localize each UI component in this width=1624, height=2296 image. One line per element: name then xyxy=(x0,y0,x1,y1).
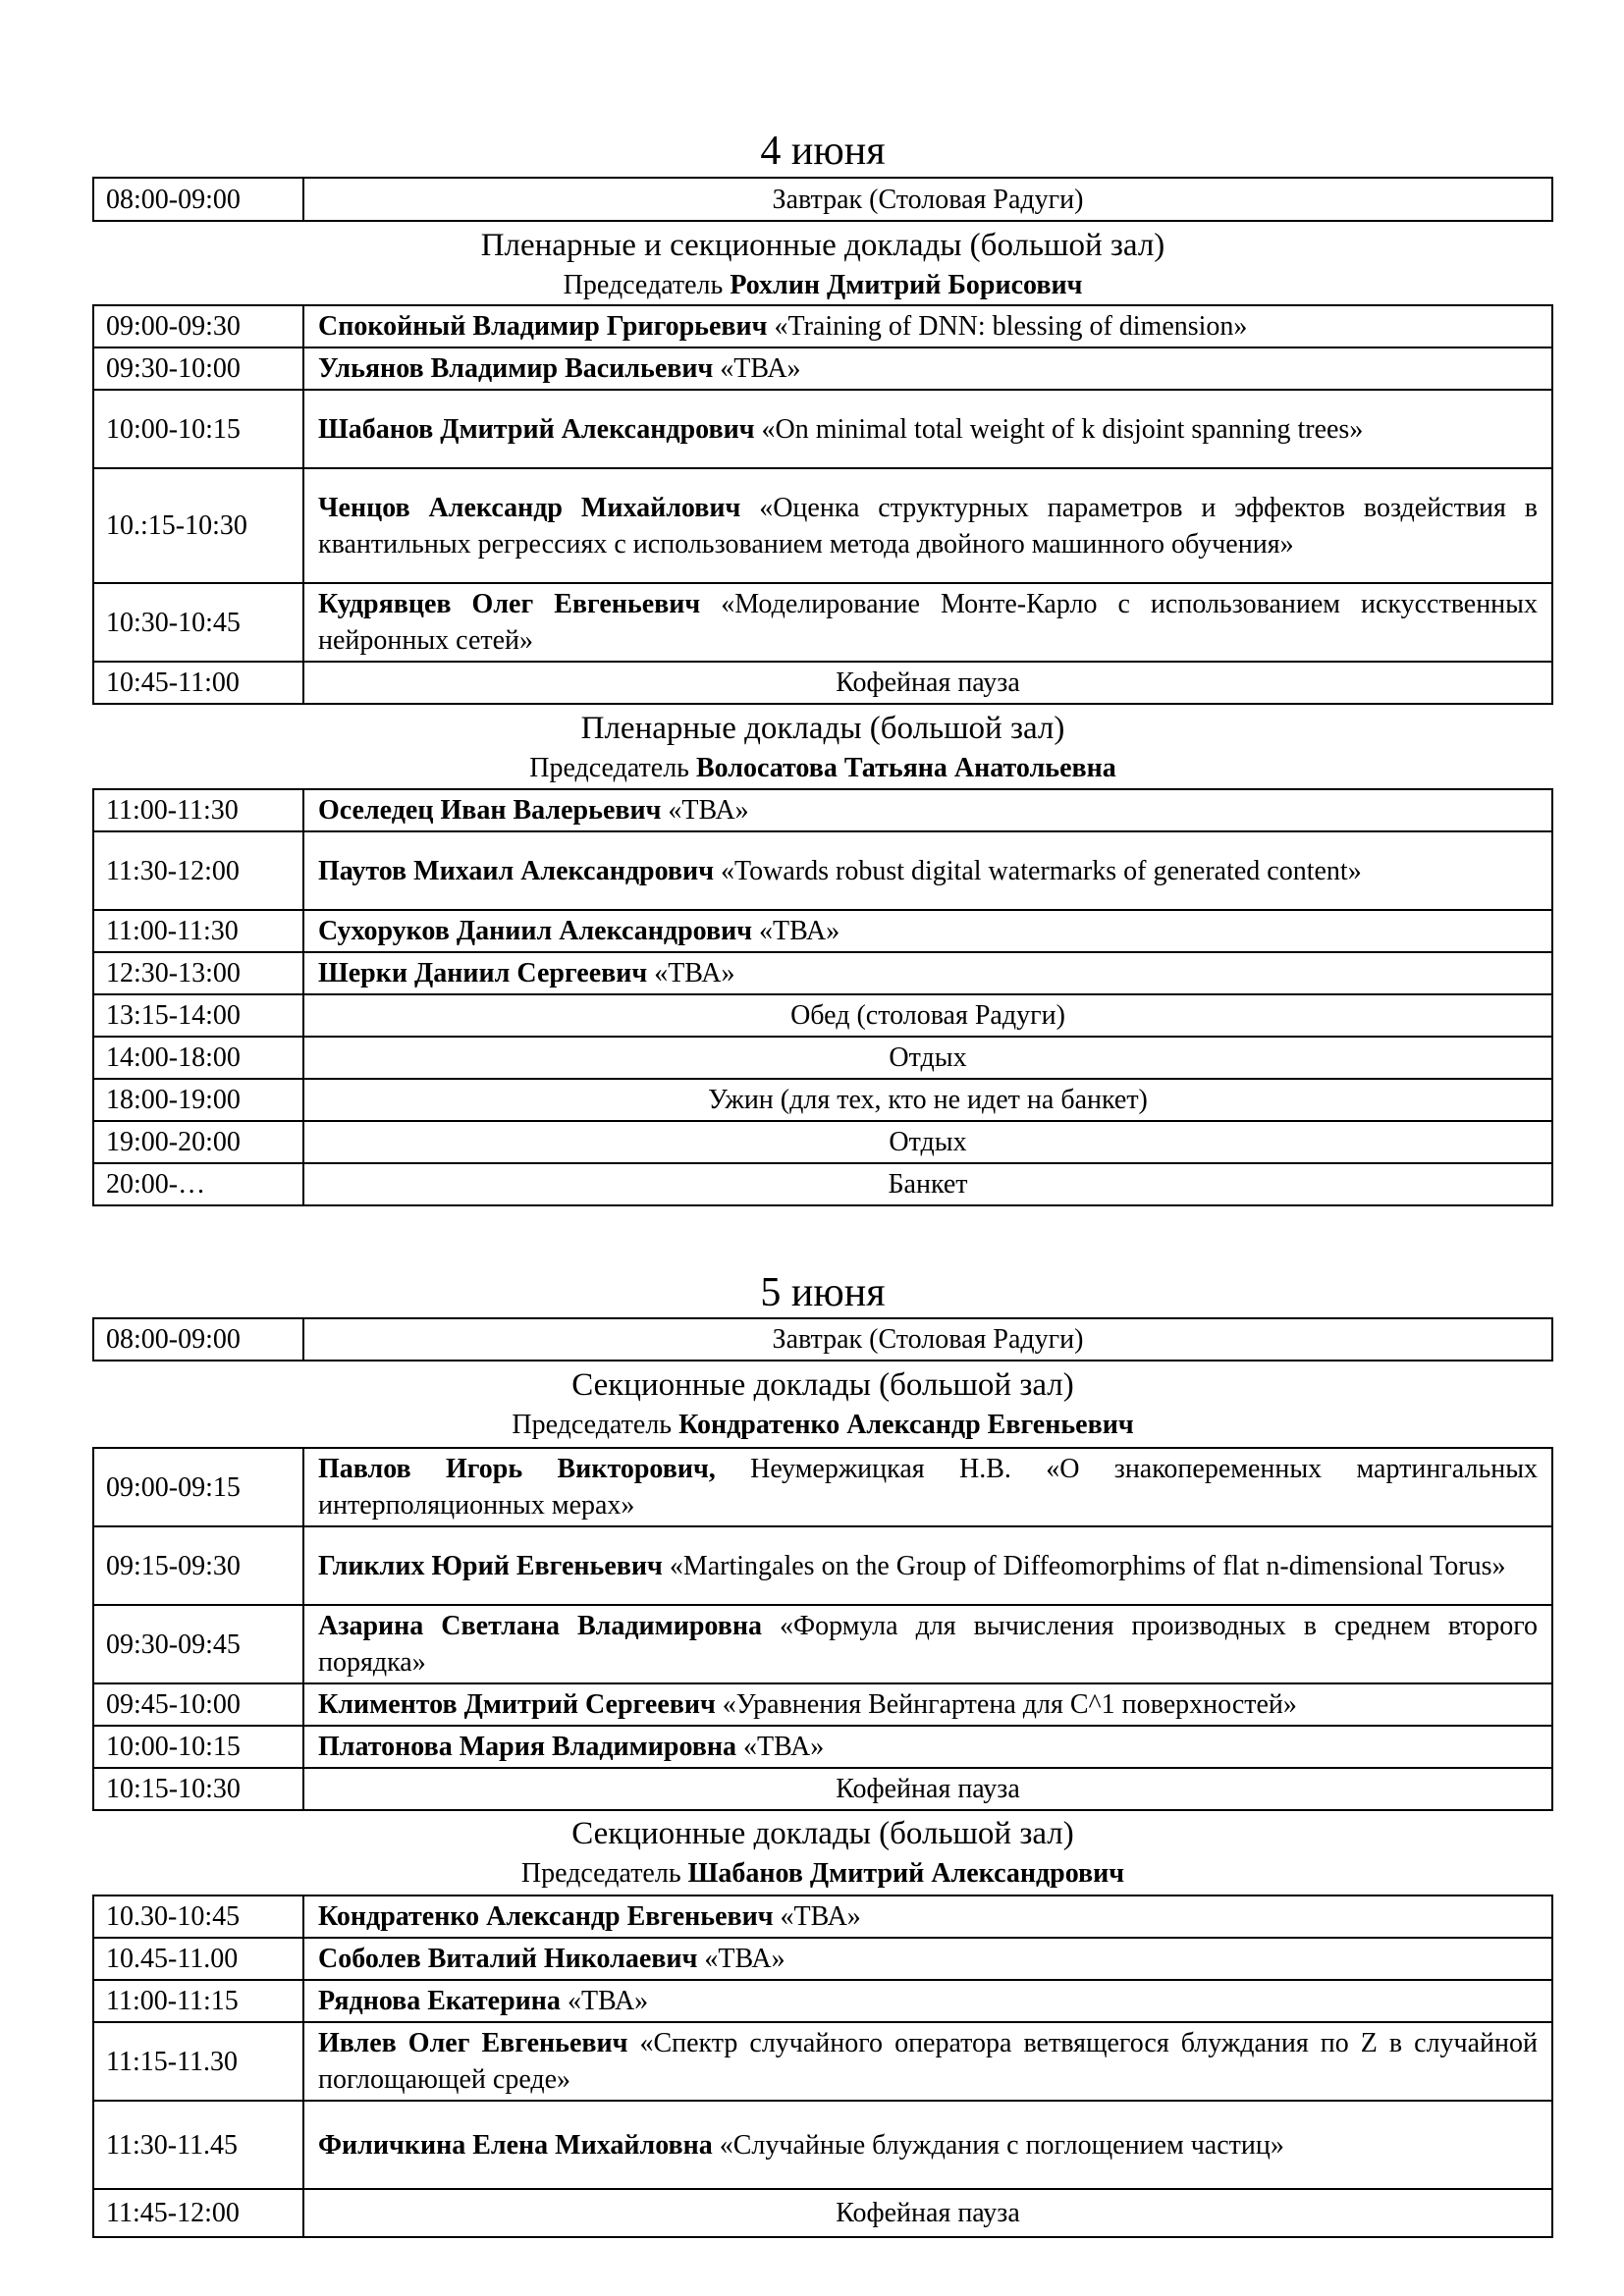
time-cell: 11:30-11.45 xyxy=(93,2101,303,2189)
day-1-title: 4 июня xyxy=(760,129,886,174)
time-cell: 11:45-12:00 xyxy=(93,2189,303,2237)
time-cell: 10.30-10:45 xyxy=(93,1896,303,1938)
table-row xyxy=(93,1938,1552,1980)
speaker-name: Кудрявцев Олег Евгеньевич xyxy=(318,589,701,619)
speaker-name: Гликлих Юрий Евгеньевич xyxy=(318,1550,663,1581)
table-row xyxy=(93,305,1552,347)
chair-name: Рохлин Дмитрий Борисович xyxy=(730,270,1083,300)
event-cell: Кофейная пауза xyxy=(303,662,1552,704)
table-row xyxy=(93,1318,1552,1361)
table-row xyxy=(93,789,1552,831)
time-cell: 09:30-09:45 xyxy=(93,1605,303,1683)
time-cell: 09:45-10:00 xyxy=(93,1683,303,1726)
talk-title: «Оценка структурных параметров и эффектов воздействия в квантильных регрессиях с использованием метода двойного машинного обучения» xyxy=(318,492,1539,560)
event-cell: Обед (столовая Радуги) xyxy=(303,994,1552,1037)
time-cell: 10:00-10:15 xyxy=(93,1726,303,1768)
speaker-name: Спокойный Владимир Григорьевич xyxy=(318,311,768,342)
time-cell: 10:45-11:00 xyxy=(93,662,303,704)
speaker-name: Соболев Виталий Николаевич xyxy=(318,1944,698,1974)
speaker-name: Кондратенко Александр Евгеньевич xyxy=(318,1901,774,1932)
talk-cell xyxy=(303,831,1552,910)
talk-cell xyxy=(303,2101,1552,2189)
time-cell: 08:00-09:00 xyxy=(93,1318,303,1361)
time-cell: 09:00-09:30 xyxy=(93,305,303,347)
talk-cell xyxy=(303,1980,1552,2022)
talk-title: «Формула для вычисления производных в среднем второго порядка» xyxy=(318,1611,1539,1678)
table-row xyxy=(93,952,1552,994)
table-row xyxy=(93,1726,1552,1768)
table-row xyxy=(93,2022,1552,2101)
talk-title: «ТВА» xyxy=(780,1901,861,1932)
table-row xyxy=(93,1768,1552,1810)
time-cell: 10:15-10:30 xyxy=(93,1768,303,1810)
table-row xyxy=(93,1896,1552,1938)
talk-cell xyxy=(303,2022,1552,2101)
time-cell: 18:00-19:00 xyxy=(93,1079,303,1121)
talk-cell xyxy=(303,390,1552,468)
talk-title: «Training of DNN: blessing of dimension» xyxy=(774,311,1248,342)
time-cell: 19:00-20:00 xyxy=(93,1121,303,1163)
event-cell: Отдых xyxy=(303,1037,1552,1079)
speaker-name: Филичкина Елена Михайловна xyxy=(318,2129,713,2161)
time-cell: 09:00-09:15 xyxy=(93,1448,303,1526)
event-cell: Завтрак (Столовая Радуги) xyxy=(303,1318,1552,1361)
chair-name: Кондратенко Александр Евгеньевич xyxy=(678,1410,1134,1440)
speaker-name: Платонова Мария Владимировна xyxy=(318,1732,737,1762)
table-row xyxy=(93,1448,1552,1526)
time-cell: 11:00-11:30 xyxy=(93,789,303,831)
talk-title: «ТВА» xyxy=(720,353,801,384)
talk-cell xyxy=(303,910,1552,952)
talk-cell xyxy=(303,1938,1552,1980)
table-row xyxy=(93,1121,1552,1163)
speaker-name: Ряднова Екатерина xyxy=(318,1986,561,2016)
time-cell: 10.:15-10:30 xyxy=(93,468,303,583)
section-title: Пленарные доклады (большой зал) xyxy=(580,711,1065,746)
table-row xyxy=(93,347,1552,390)
table-row xyxy=(93,468,1552,583)
day-2-title: 5 июня xyxy=(760,1270,886,1315)
talk-title: «Towards robust digital watermarks of generated content» xyxy=(720,855,1362,886)
table-row xyxy=(93,994,1552,1037)
day-1-section-2-table xyxy=(92,788,1553,1206)
time-cell: 09:30-10:00 xyxy=(93,347,303,390)
talk-title: «ТВА» xyxy=(759,916,840,946)
speaker-name: Ченцов Александр Михайлович xyxy=(318,492,741,523)
talk-cell xyxy=(303,583,1552,662)
event-cell: Кофейная пауза xyxy=(303,2189,1552,2237)
talk-title: «ТВА» xyxy=(743,1732,825,1762)
table-row xyxy=(93,390,1552,468)
day-2-breakfast-table xyxy=(92,1317,1553,1362)
chair-line xyxy=(92,752,1553,785)
talk-cell xyxy=(303,1605,1552,1683)
table-row xyxy=(93,910,1552,952)
table-row xyxy=(93,1980,1552,2022)
talk-title: «Моделирование Монте-Карло с использованием искусственных нейронных сетей» xyxy=(318,589,1538,656)
time-cell: 14:00-18:00 xyxy=(93,1037,303,1079)
talk-cell xyxy=(303,1896,1552,1938)
time-cell: 10:30-10:45 xyxy=(93,583,303,662)
chair-label: Председатель xyxy=(529,753,689,783)
chair-line xyxy=(92,1857,1553,1891)
talk-title: «Случайные блуждания с поглощением частиц» xyxy=(719,2129,1284,2161)
table-row xyxy=(93,2189,1552,2237)
talk-title: «ТВА» xyxy=(704,1944,785,1974)
section-title: Секционные доклады (большой зал) xyxy=(571,1367,1074,1403)
table-row xyxy=(93,1079,1552,1121)
time-cell: 11:00-11:15 xyxy=(93,1980,303,2022)
event-cell: Банкет xyxy=(303,1163,1552,1205)
speaker-name: Климентов Дмитрий Сергеевич xyxy=(318,1689,716,1720)
talk-title: «Уравнения Вейнгартена для C^1 поверхностей» xyxy=(722,1689,1297,1720)
time-cell: 10.45-11.00 xyxy=(93,1938,303,1980)
speaker-name: Сухоруков Даниил Александрович xyxy=(318,916,752,946)
chair-line xyxy=(92,1409,1553,1442)
event-cell: Ужин (для тех, кто не идет на банкет) xyxy=(303,1079,1552,1121)
event-cell: Завтрак (Столовая Радуги) xyxy=(303,178,1552,221)
day-1-breakfast-table xyxy=(92,177,1553,222)
talk-cell xyxy=(303,1683,1552,1726)
speaker-name: Павлов Игорь Викторович, xyxy=(318,1454,716,1484)
table-row xyxy=(93,1163,1552,1205)
chair-label: Председатель xyxy=(520,1858,681,1889)
talk-title: «ТВА» xyxy=(654,958,735,988)
time-cell: 12:30-13:00 xyxy=(93,952,303,994)
day-2-section-1-table xyxy=(92,1447,1553,1811)
section-title: Пленарные и секционные доклады (большой зал) xyxy=(480,228,1165,263)
talk-title: «ТВА» xyxy=(668,795,749,826)
table-row xyxy=(93,1605,1552,1683)
time-cell: 11:30-12:00 xyxy=(93,831,303,910)
speaker-name: Шабанов Дмитрий Александрович xyxy=(318,413,755,445)
time-cell: 11:15-11.30 xyxy=(93,2022,303,2101)
speaker-name: Ивлев Олег Евгеньевич xyxy=(318,2028,628,2058)
talk-cell xyxy=(303,347,1552,390)
talk-title: «On minimal total weight of k disjoint spanning trees» xyxy=(761,413,1364,445)
table-row xyxy=(93,1526,1552,1605)
speaker-name: Шерки Даниил Сергеевич xyxy=(318,958,648,988)
talk-title: «Спектр случайного оператора ветвящегося блуждания по Z в случайной поглощающей среде» xyxy=(318,2028,1539,2095)
talk-cell xyxy=(303,789,1552,831)
time-cell: 11:00-11:30 xyxy=(93,910,303,952)
day-2-section-2-table xyxy=(92,1895,1553,2238)
table-row xyxy=(93,583,1552,662)
speaker-name: Паутов Михаил Александрович xyxy=(318,855,714,886)
chair-line xyxy=(92,269,1553,302)
chair-label: Председатель xyxy=(563,270,724,300)
speaker-name: Ульянов Владимир Васильевич xyxy=(318,353,714,384)
talk-cell xyxy=(303,1726,1552,1768)
time-cell: 20:00-… xyxy=(93,1163,303,1205)
chair-name: Шабанов Дмитрий Александрович xyxy=(687,1858,1125,1889)
time-cell: 09:15-09:30 xyxy=(93,1526,303,1605)
day-1-section-1-table xyxy=(92,304,1553,705)
time-cell: 10:00-10:15 xyxy=(93,390,303,468)
talk-cell xyxy=(303,1526,1552,1605)
table-row xyxy=(93,831,1552,910)
time-cell: 13:15-14:00 xyxy=(93,994,303,1037)
talk-cell xyxy=(303,1448,1552,1526)
time-cell: 08:00-09:00 xyxy=(93,178,303,221)
speaker-name: Азарина Светлана Владимировна xyxy=(318,1611,762,1641)
speaker-name: Оселедец Иван Валерьевич xyxy=(318,795,662,826)
table-row xyxy=(93,2101,1552,2189)
event-cell: Отдых xyxy=(303,1121,1552,1163)
talk-title: «ТВА» xyxy=(567,1986,649,2016)
table-row xyxy=(93,178,1552,221)
event-cell: Кофейная пауза xyxy=(303,1768,1552,1810)
chair-name: Волосатова Татьяна Анатольевна xyxy=(695,753,1116,783)
section-title: Секционные доклады (большой зал) xyxy=(571,1816,1074,1851)
table-row xyxy=(93,662,1552,704)
table-row xyxy=(93,1683,1552,1726)
talk-cell xyxy=(303,468,1552,583)
table-row xyxy=(93,1037,1552,1079)
talk-title: Неумержицкая Н.В. «О знакопеременных мартингальных интерполяционных мерах» xyxy=(318,1454,1539,1521)
talk-cell xyxy=(303,305,1552,347)
talk-cell xyxy=(303,952,1552,994)
talk-title: «Martingales on the Group of Diffeomorphims of flat n-dimensional Torus» xyxy=(669,1550,1506,1581)
chair-label: Председатель xyxy=(512,1410,673,1440)
